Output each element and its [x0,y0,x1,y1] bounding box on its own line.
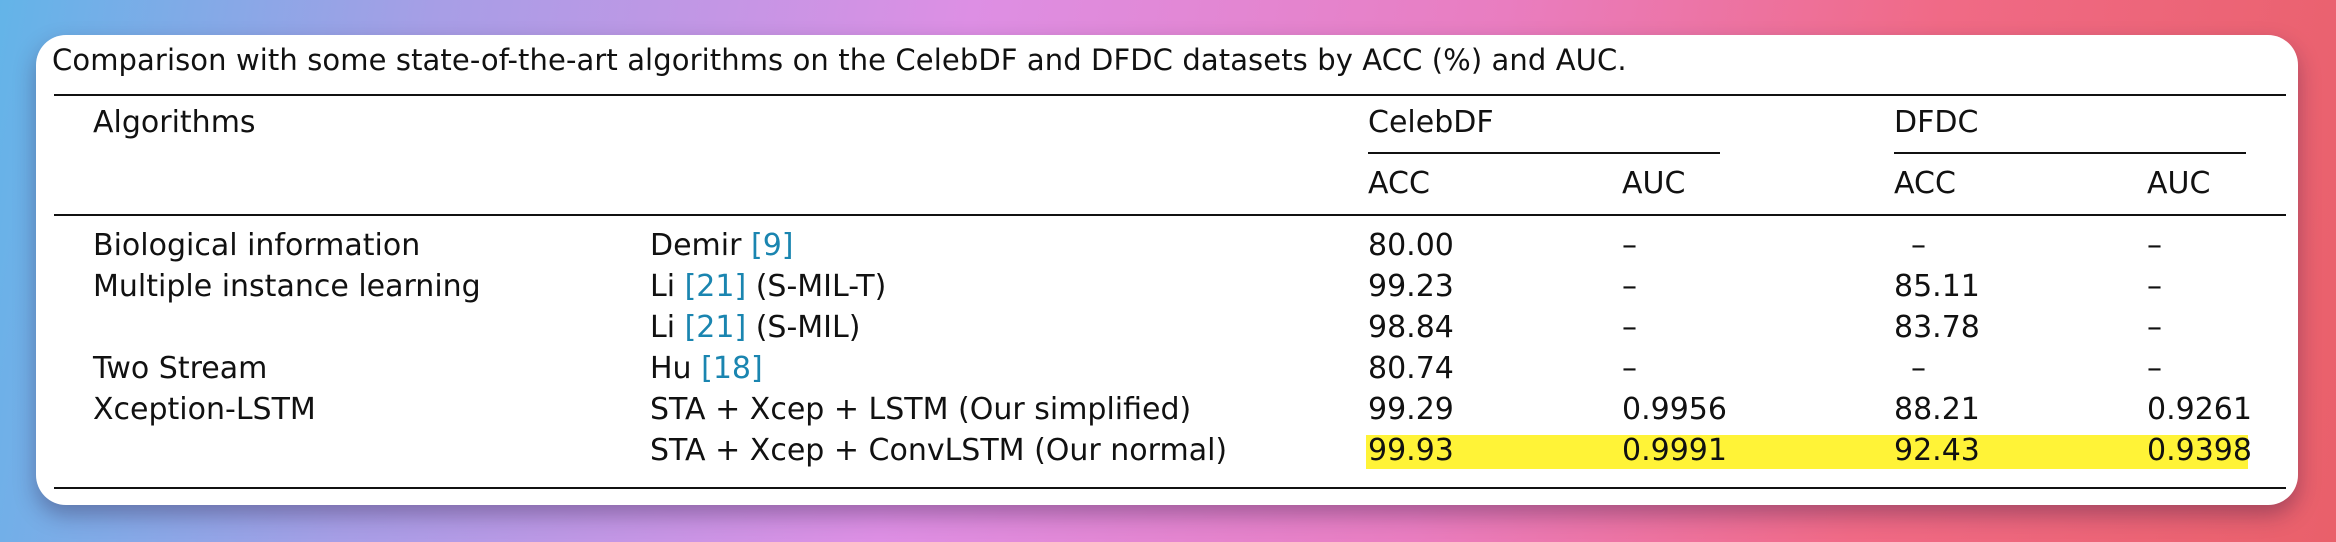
row-dfdc-acc: 83.78 [1894,310,1980,345]
row-method: Li [21] (S-MIL) [650,310,861,345]
celebdf-group-rule [1368,152,1720,154]
citation-link[interactable]: [21] [684,310,747,345]
row-celebdf-auc: 0.9956 [1622,392,1727,427]
row-category: Xception-LSTM [93,392,316,427]
row-method: STA + Xcep + ConvLSTM (Our normal) [650,433,1228,468]
header-celebdf-acc: ACC [1368,166,1430,201]
row-dfdc-auc: 0.9261 [2147,392,2252,427]
row-celebdf-acc: 99.23 [1368,269,1454,304]
row-method: STA + Xcep + LSTM (Our simplified) [650,392,1192,427]
row-dfdc-auc: – [2147,310,2162,345]
row-dfdc-acc: 92.43 [1894,433,1980,468]
header-celebdf-auc: AUC [1622,166,1686,201]
top-rule [54,94,2286,96]
header-rule [54,214,2286,216]
best-result-highlight [1366,435,2248,469]
row-celebdf-acc: 98.84 [1368,310,1454,345]
row-dfdc-acc: – [1911,228,1926,263]
row-dfdc-acc: – [1911,351,1926,386]
row-celebdf-acc: 80.74 [1368,351,1454,386]
dfdc-group-rule [1894,152,2246,154]
citation-link[interactable]: [9] [751,228,794,263]
row-celebdf-acc: 80.00 [1368,228,1454,263]
row-dfdc-acc: 85.11 [1894,269,1980,304]
header-dfdc-acc: ACC [1894,166,1956,201]
header-dfdc-auc: AUC [2147,166,2211,201]
row-method: Li [21] (S-MIL-T) [650,269,887,304]
row-celebdf-auc: – [1622,310,1637,345]
citation-link[interactable]: [21] [684,269,747,304]
row-method: Hu [18] [650,351,763,386]
row-dfdc-acc: 88.21 [1894,392,1980,427]
row-category: Multiple instance learning [93,269,481,304]
row-celebdf-acc: 99.93 [1368,433,1454,468]
row-dfdc-auc: – [2147,269,2162,304]
header-celebdf: CelebDF [1368,105,1494,140]
row-dfdc-auc: – [2147,228,2162,263]
row-celebdf-auc: – [1622,228,1637,263]
row-dfdc-auc: – [2147,351,2162,386]
table-caption: Comparison with some state-of-the-art algorithms on the CelebDF and DFDC datasets by ACC (%) and AUC. [52,43,1627,77]
row-dfdc-auc: 0.9398 [2147,433,2252,468]
row-celebdf-auc: 0.9991 [1622,433,1727,468]
row-celebdf-auc: – [1622,351,1637,386]
row-method: Demir [9] [650,228,794,263]
citation-link[interactable]: [18] [701,351,763,386]
header-algorithms: Algorithms [93,105,256,140]
header-dfdc: DFDC [1894,105,1979,140]
row-celebdf-auc: – [1622,269,1637,304]
bottom-rule [54,487,2286,489]
row-celebdf-acc: 99.29 [1368,392,1454,427]
table-card [36,35,2298,505]
row-category: Two Stream [93,351,268,386]
row-category: Biological information [93,228,421,263]
